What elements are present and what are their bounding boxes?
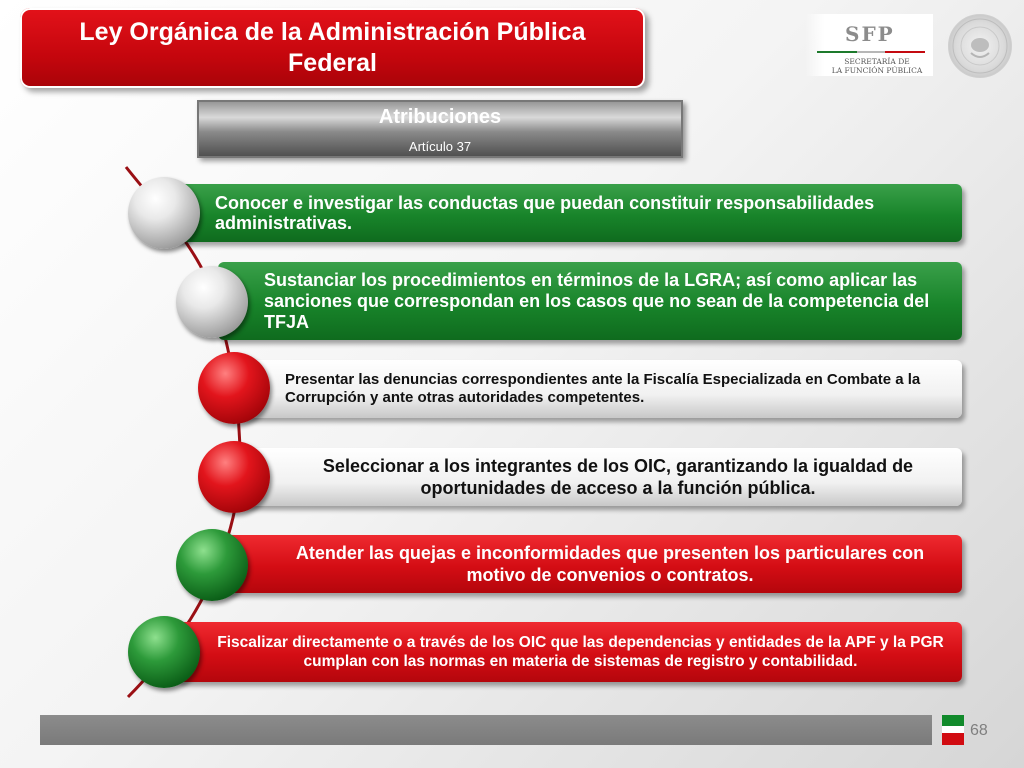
list-item-bar [238,448,962,506]
section-title: Atribuciones [378,106,502,128]
list-item-bar [218,535,962,593]
list-item-text: Conocer e investigar las conductas que puedan constituir responsabilidades administrativas. [215,193,875,233]
list-item-text: Seleccionar a los integrantes de los OIC, garantizando la igualdad de oportunidades de acceso a la función pública. [322,456,914,498]
sfp-subtitle-line2: LA FUNCIÓN PÚBLICA [831,66,923,75]
sfp-stripe-red [885,51,925,53]
list-item-text: Fiscalizar directamente o a través de los OIC que las dependencias y entidades de la APF y la PGR cumplan con las normas en materia de sistemas de registro y contabilidad. [217,634,944,670]
section-subtitle: Artículo 37 [408,139,472,154]
green-ball-icon [176,529,248,601]
sfp-logo-panel [805,14,933,76]
flag-stripe-red [942,733,964,745]
list-item-text: Sustanciar los procedimientos en términos de la LGRA; así como aplicar las sanciones que correspondan en los casos que no sean de la competencia del TFJA [264,269,930,332]
list-item-bar [175,622,962,682]
red-ball-icon [198,352,270,424]
section-header [197,100,683,158]
page-title-line2: Federal [288,49,377,77]
sfp-subtitle-line1: SECRETARÍA DE [844,57,910,66]
page-number: 68 [970,722,988,739]
silver-ball-icon [128,177,200,249]
page-title-line1: Ley Orgánica de la Administración Pública [79,18,586,46]
flag-stripe-white [942,726,964,733]
page-title [20,8,645,88]
sfp-logo-text: SFP [845,22,895,46]
list-item-bar [218,262,962,340]
sfp-stripe-gray [857,51,885,53]
sfp-logo [805,14,1015,76]
list-item-text: Presentar las denuncias correspondientes ante la Fiscalía Especializada en Combate a la Corrupción y ante otras autoridades competentes. [285,371,921,406]
list-item-bar [238,360,962,418]
green-ball-icon [128,616,200,688]
silver-ball-icon [176,266,248,338]
sfp-stripe-green [817,51,857,53]
flag-stripe-green [942,715,964,726]
red-ball-icon [198,441,270,513]
footer-bar [40,715,932,745]
list-item-text: Atender las quejas e inconformidades que presenten los particulares con motivo de convenios o contratos. [295,543,925,585]
sfp-logo-subtitle [827,57,927,75]
coat-of-arms-seal-icon [948,14,1012,78]
list-item-bar [175,184,962,242]
